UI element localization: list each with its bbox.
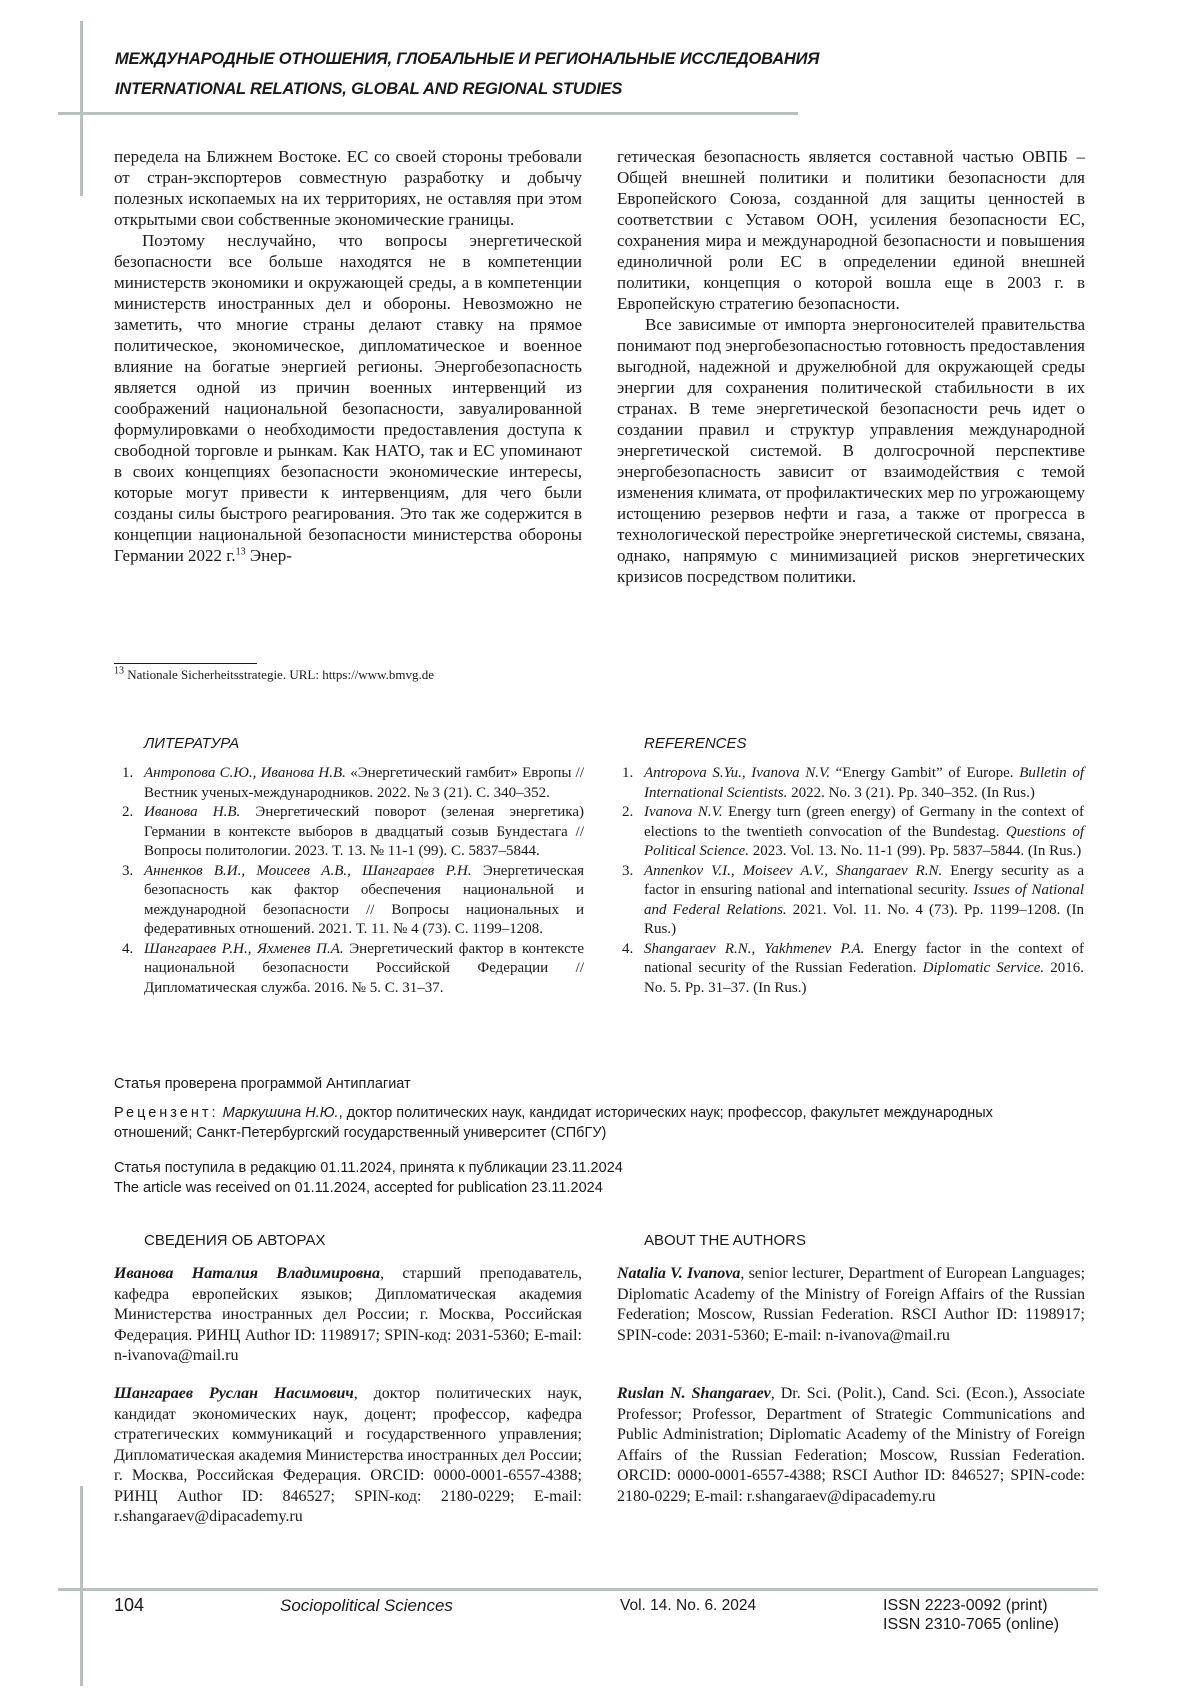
footer-horizontal-rule [58,1588,1098,1591]
reference-item: 1. Антропова С.Ю., Иванова Н.В. «Энергетический гамбит» Европы // Вестник ученых-международников. 2022. № 3 (21). С. 340–352. [122,765,585,801]
footnote-rule [114,663,257,664]
received-en: The article was received on 01.11.2024, accepted for publication 23.11.2024 [114,1180,603,1196]
reviewer-name: Маркушина Н.Ю. [222,1105,339,1121]
paragraph: передела на Ближнем Востоке. ЕС со своей стороны требовали от стран-экспортеров совместную разработку и добычу полезных ископаемых на их территориях, не оставляя при этом открытыми свои собственные экономические границы. [114,147,582,229]
reference-item: 4. Шангараев Р.Н., Яхменев П.А. Энергетический фактор в контексте национальной безопасности Российской Федерации // Дипломатическая служба. 2016. № 5. С. 31–37. [122,940,584,996]
paragraph: гетическая безопасность является составной частью ОВПБ – Общей внешней политики и политики безопасности для Европейского Союза, созданной для защиты ценностей в соответствии с Уставом ООН, усиления безопасности ЕС, сохранения мира и международной безопасности и повышения единоличной роли ЕС в определении единой внешней политики, концепция о которой вошла еще в 2003 г. в Европейскую стратегию безопасности. [617,147,1085,313]
references-list [622,764,1084,998]
author-en-1: Natalia V. Ivanova, senior lecturer, Department of European Languages; Diplomatic Academy of the Ministry of Foreign Affairs of the Russian Federation; Moscow, Russian Federation. RSCI Author ID: 1198917; SPIN-code: 2031-5360; E-mail: n-ivanova@mail.ru [617,1265,1086,1344]
header-horizontal-rule [58,112,798,115]
running-head-en: INTERNATIONAL RELATIONS, GLOBAL AND REGIONAL STUDIES [115,80,623,98]
issn-block [883,1596,1059,1634]
footnote: $^{13}$ Nationale Sicherheitsstrategie. URL: https://www.bmvg.de [114,665,435,682]
paragraph: Все зависимые от импорта энергоносителей правительства понимают под энергобезопасностью готовность предоставления выгодной, надежной и дружелюбной для окружающей среды энергии для сохранения политической стабильности в их странах. В теме энергетической безопасности речь идет о создании правил и структур управления международной энергетической системой. В долгосрочной перспективе энергобезопасность зависит от взаимодействия с темой изменения климата, от профилактических мер по угрожающему истощению резервов нефти и газа, а также от прогресса в технологической перестройке энергетической системы, связана, однако, напрямую с минимизацией рисков энергетических кризисов посредством политики. [617,315,1085,586]
footnote-ref[interactable]: 13 [235,546,246,558]
reference-item: 1. Antropova S.Yu., Ivanova N.V. “Energy Gambit” of Europe. Bulletin of International Scientists. 2022. No. 3 (21). Pp. 340–352. (In Rus.) [622,765,1084,801]
running-head-ru: МЕЖДУНАРОДНЫЕ ОТНОШЕНИЯ, ГЛОБАЛЬНЫЕ И РЕГИОНАЛЬНЫЕ ИССЛЕДОВАНИЯ [115,50,820,68]
author-name: Natalia V. Ivanova [617,1265,741,1282]
author-ru-1: Иванова Наталия Владимировна, старший преподаватель, кафедра европейских языков; Дипломатическая академия Министерства иностранных дел России; г. Москва, Российская Федерация. РИНЦ Author ID: 1198917; SPIN-код: 2031-5360; E-mail: n-ivanova@mail.ru [114,1265,582,1364]
reference-item: 2. Иванова Н.В. Энергетический поворот (зеленая энергетика) Германии в контексте выборов в двадцатый созыв Бундестага // Вопросы политологии. 2023. Т. 13. № 11-1 (99). С. 5837–5844. [122,804,584,859]
reference-item: 3. Анненков В.И., Моисеев А.В., Шангараев Р.Н. Энергетическая безопасность как фактор обеспечения национальной и международной безопасности // Вопросы национальных и федеративных отношений. 2021. Т. 11. № 4 (73). С. 1199–1208. [122,862,585,937]
reference-item: 2. Ivanova N.V. Energy turn (green energy) of Germany in the context of elections to the twentieth convocation of the Bundestag. Questions of Political Science. 2023. Vol. 13. No. 11-1 (99). Pp. 5837–5844. (In Rus.) [622,804,1085,859]
page-number: 104 [114,1595,145,1615]
journal-name: Sociopolitical Sciences [280,1596,453,1615]
author-ru-2: Шангараев Руслан Насимович, доктор политических наук, кандидат экономических наук, доцент; профессор, кафедра стратегических коммуникаций и государственного управления; Дипломатическая академия Министерства иностранных дел России; г. Москва, Российская Федерация. ORCID: 0000-0001-6557-4388; РИНЦ Author ID: 846527; SPIN-код: 2180-0229; E-mail: r.shangaraev@dipacademy.ru [114,1385,582,1525]
issue-info: Vol. 14. No. 6. 2024 [620,1597,757,1614]
references-title: REFERENCES [644,735,747,752]
author-name: Ruslan N. Shangaraev [617,1385,771,1402]
running-head [115,44,1015,104]
received-ru: Статья поступила в редакцию 01.11.2024, принята к публикации 23.11.2024 [114,1160,623,1176]
reviewer-note: Рецензент: Маркушина Н.Ю., доктор политических наук, кандидат исторических наук; профессор, факультет международных отношений; Санкт-Петербургский государственный университет (СПбГУ) [114,1105,993,1141]
antiplagiat-note: Статья проверена программой Антиплагиат [114,1076,411,1092]
body-column-right [617,146,1085,587]
reference-item: 3. Annenkov V.I., Moiseev A.V., Shangaraev R.N. Energy security as a factor in ensuring national and international security. Issues of National and Federal Relations. 2021. Vol. 11. No. 4 (73). Pp. 1199–1208. (In Rus.) [622,862,1085,937]
issn-online: ISSN 2310-7065 (online) [883,1616,1060,1633]
authors-en-title: ABOUT THE AUTHORS [644,1232,806,1249]
literature-list [122,764,584,998]
left-vertical-rule-top [80,21,83,196]
body-column-left [114,146,582,566]
paragraph: Поэтому неслучайно, что вопросы энергетической безопасности все больше находятся не в компетенции министерств экономики и окружающей среды, а в компетенции министерств иностранных дел и обороны. Невозможно не заметить, что многие страны делают ставку на прямое политическое, экономическое, дипломатическое и военное влияние на богатые энергией регионы. Энергобезопасность является одной из причин военных интервенций из соображений национальной безопасности, завуалированной формулировками о необходимости предоставления доступа к свободной торговле и рынкам. Как НАТО, так и ЕС упоминают в своих концепциях безопасности экономические интересы, которые могут привести к интервенциям, для чего были созданы силы быстрого реагирования. Это так же содержится в концепции национальной безопасности министерства обороны Германии 2022 г.$^{13}$ Энер- [114,231,582,565]
issn-print: ISSN 2223-0092 (print) [883,1597,1048,1614]
author-name: Иванова Наталия Владимировна [114,1265,380,1282]
reference-item: 4. Shangaraev R.N., Yakhmenev P.A. Energy factor in the context of national security of the Russian Federation. Diplomatic Service. 2016. No. 5. Pp. 31–37. (In Rus.) [622,940,1084,996]
author-en-2: Ruslan N. Shangaraev, Dr. Sci. (Polit.), Cand. Sci. (Econ.), Associate Professor; Professor, Department of Strategic Communications and Public Administration; Diplomatic Academy of the Ministry of Foreign Affairs of the Russian Federation; Moscow, Russian Federation. ORCID: 0000-0001-6557-4388; RSCI Author ID: 846527; SPIN-code: 2180-0229; E-mail: r.shangaraev@dipacademy.ru [617,1385,1086,1505]
authors-ru-title: СВЕДЕНИЯ ОБ АВТОРАХ [144,1232,326,1249]
literature-title: ЛИТЕРАТУРА [144,735,240,752]
author-name: Шангараев Руслан Насимович [114,1385,354,1402]
left-vertical-rule-bottom [80,1486,83,1686]
